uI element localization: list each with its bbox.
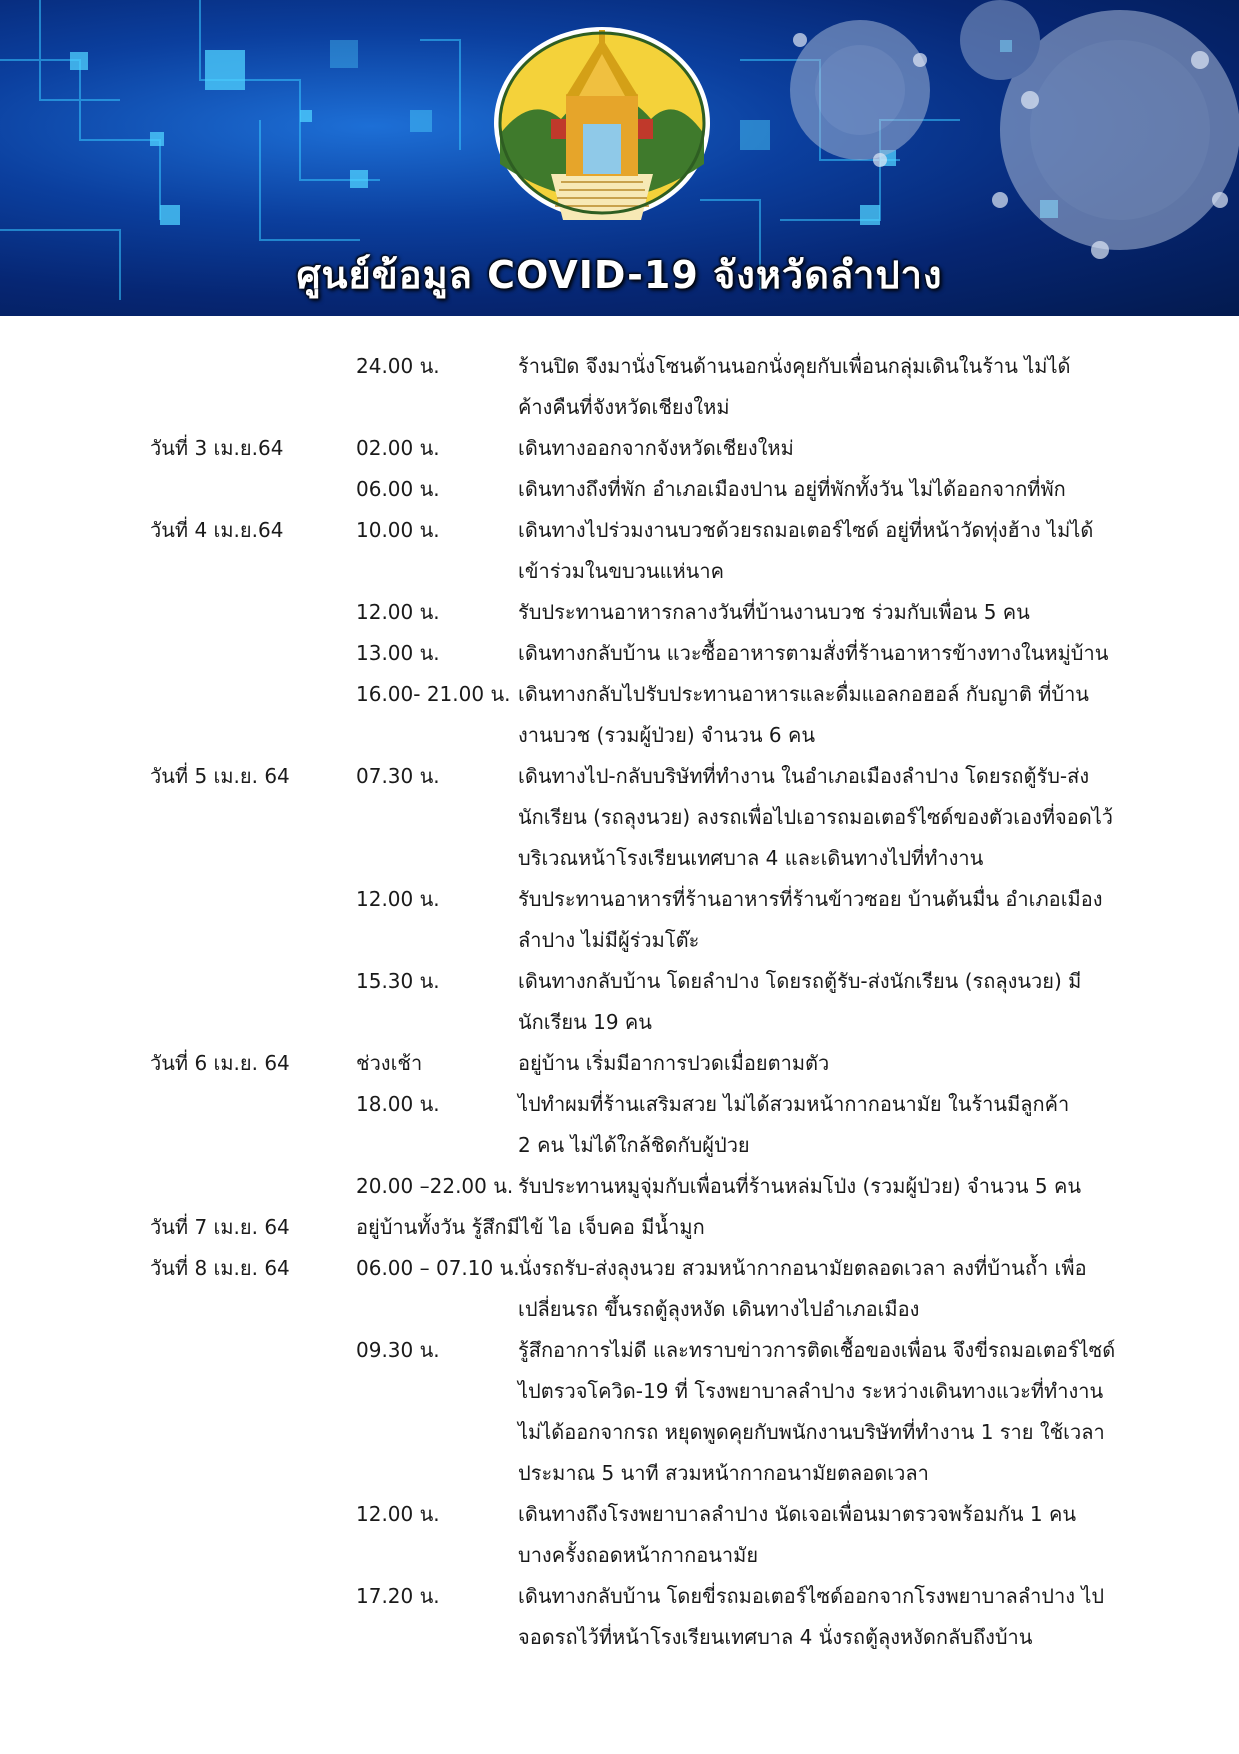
- entry-description-line: เดินทางกลับบ้าน โดยขี่รถมอเตอร์ไซด์ออกจากโรงพยาบาลลำปาง ไป: [518, 1584, 1105, 1608]
- timeline-row: [0, 715, 1239, 756]
- entry-description-line: ไปทำผมที่ร้านเสริมสวย ไม่ได้สวมหน้ากากอนามัย ในร้านมีลูกค้า: [518, 1092, 1070, 1116]
- timeline-row: [0, 1371, 1239, 1412]
- timeline-row: [0, 469, 1239, 510]
- entry-description-line: ไปตรวจโควิด-19 ที่ โรงพยาบาลลำปาง ระหว่างเดินทางแวะที่ทำงาน: [518, 1379, 1104, 1403]
- timeline-row: [0, 387, 1239, 428]
- timeline-row: [0, 1535, 1239, 1576]
- entry-time: 12.00 น.: [356, 887, 440, 911]
- entry-time: 06.00 – 07.10 น.: [356, 1256, 520, 1280]
- entry-time: ช่วงเช้า: [356, 1051, 423, 1075]
- entry-date: วันที่ 3 เม.ย.64: [150, 436, 284, 460]
- timeline-row: [0, 551, 1239, 592]
- timeline-row: [0, 879, 1239, 920]
- entry-description-line: บางครั้งถอดหน้ากากอนามัย: [518, 1543, 759, 1567]
- entry-time: 20.00 –22.00 น.: [356, 1174, 514, 1198]
- timeline-row: [0, 1248, 1239, 1289]
- entry-time: 17.20 น.: [356, 1584, 440, 1608]
- entry-time: 02.00 น.: [356, 436, 440, 460]
- entry-description-line: งานบวช (รวมผู้ป่วย) จำนวน 6 คน: [518, 723, 816, 747]
- timeline-row: [0, 346, 1239, 387]
- timeline-row: [0, 1330, 1239, 1371]
- entry-description-line: ประมาณ 5 นาที สวมหน้ากากอนามัยตลอดเวลา: [518, 1461, 929, 1485]
- timeline-row: [0, 920, 1239, 961]
- timeline-row: [0, 1084, 1239, 1125]
- entry-description-line: รับประทานหมูจุ่มกับเพื่อนที่ร้านหล่มโป่ง (รวมผู้ป่วย) จำนวน 5 คน: [518, 1174, 1081, 1198]
- timeline-row: [0, 756, 1239, 797]
- entry-date: วันที่ 7 เม.ย. 64: [150, 1215, 290, 1239]
- entry-description-line: เดินทางไป-กลับบริษัทที่ทำงาน ในอำเภอเมืองลำปาง โดยรถตู้รับ-ส่ง: [518, 764, 1090, 788]
- entry-time: 07.30 น.: [356, 764, 440, 788]
- entry-description-line: เดินทางกลับบ้าน แวะซื้ออาหารตามสั่งที่ร้านอาหารข้างทางในหมู่บ้าน: [518, 641, 1109, 665]
- entry-description-line: ไม่ได้ออกจากรถ หยุดพูดคุยกับพนักงานบริษัทที่ทำงาน 1 ราย ใช้เวลา: [518, 1420, 1105, 1444]
- entry-time: 10.00 น.: [356, 518, 440, 542]
- timeline-row: [0, 510, 1239, 551]
- timeline-row: [0, 1494, 1239, 1535]
- timeline-row: [0, 797, 1239, 838]
- entry-description-line: นักเรียน 19 คน: [518, 1010, 652, 1034]
- timeline-row: [0, 961, 1239, 1002]
- entry-description-line: 2 คน ไม่ได้ใกล้ชิดกับผู้ป่วย: [518, 1133, 750, 1157]
- header-banner: [0, 0, 1239, 316]
- entry-description-line: อยู่บ้านทั้งวัน รู้สึกมีไข้ ไอ เจ็บคอ มีน้ำมูก: [356, 1215, 705, 1239]
- timeline-row: [0, 838, 1239, 879]
- timeline-row: [0, 633, 1239, 674]
- timeline-row: [0, 674, 1239, 715]
- lampang-province-seal-icon: [491, 24, 713, 222]
- entry-time: 12.00 น.: [356, 600, 440, 624]
- entry-description-line: เดินทางกลับไปรับประทานอาหารและดื่มแอลกอฮอล์ กับญาติ ที่บ้าน: [518, 682, 1089, 706]
- entry-description-line: รู้สึกอาการไม่ดี และทราบข่าวการติดเชื้อของเพื่อน จึงขี่รถมอเตอร์ไซด์: [518, 1338, 1116, 1362]
- entry-date: วันที่ 8 เม.ย. 64: [150, 1256, 290, 1280]
- entry-time: 13.00 น.: [356, 641, 440, 665]
- entry-description-line: ร้านปิด จึงมานั่งโซนด้านนอกนั่งคุยกับเพื่อนกลุ่มเดินในร้าน ไม่ได้: [518, 354, 1071, 378]
- entry-time: 12.00 น.: [356, 1502, 440, 1526]
- timeline-row: [0, 1207, 1239, 1248]
- timeline-row: [0, 1453, 1239, 1494]
- entry-description-line: บริเวณหน้าโรงเรียนเทศบาล 4 และเดินทางไปที่ทำงาน: [518, 846, 984, 870]
- entry-time: 06.00 น.: [356, 477, 440, 501]
- timeline-row: [0, 1412, 1239, 1453]
- entry-time: 24.00 น.: [356, 354, 440, 378]
- banner-title: ศูนย์ข้อมูล COVID-19 จังหวัดลำปาง: [296, 253, 943, 297]
- timeline-row: [0, 592, 1239, 633]
- timeline-row: [0, 428, 1239, 469]
- timeline-row: [0, 1289, 1239, 1330]
- timeline-row: [0, 1576, 1239, 1617]
- entry-description-line: เดินทางถึงโรงพยาบาลลำปาง นัดเจอเพื่อนมาตรวจพร้อมกัน 1 คน: [518, 1502, 1077, 1526]
- entry-date: วันที่ 6 เม.ย. 64: [150, 1051, 290, 1075]
- entry-description-line: รับประทานอาหารที่ร้านอาหารที่ร้านข้าวซอย บ้านต้นมื่น อำเภอเมือง: [518, 887, 1103, 911]
- entry-description-line: เปลี่ยนรถ ขึ้นรถตู้ลุงหงัด เดินทางไปอำเภอเมือง: [518, 1297, 920, 1321]
- entry-time: 16.00- 21.00 น.: [356, 682, 511, 706]
- entry-description-line: เดินทางไปร่วมงานบวชด้วยรถมอเตอร์ไซด์ อยู่ที่หน้าวัดทุ่งฮ้าง ไม่ได้: [518, 518, 1094, 542]
- entry-description-line: ค้างคืนที่จังหวัดเชียงใหม่: [518, 395, 730, 419]
- entry-description-line: รับประทานอาหารกลางวันที่บ้านงานบวช ร่วมกับเพื่อน 5 คน: [518, 600, 1030, 624]
- entry-date: วันที่ 5 เม.ย. 64: [150, 764, 290, 788]
- entry-description-line: เดินทางออกจากจังหวัดเชียงใหม่: [518, 436, 794, 460]
- entry-description-line: อยู่บ้าน เริ่มมีอาการปวดเมื่อยตามตัว: [518, 1051, 830, 1075]
- entry-time: 15.30 น.: [356, 969, 440, 993]
- entry-time: 18.00 น.: [356, 1092, 440, 1116]
- entry-description-line: เดินทางถึงที่พัก อำเภอเมืองปาน อยู่ที่พักทั้งวัน ไม่ได้ออกจากที่พัก: [518, 477, 1066, 501]
- timeline-row: [0, 1166, 1239, 1207]
- timeline: [0, 346, 1239, 1658]
- entry-description-line: ลำปาง ไม่มีผู้ร่วมโต๊ะ: [518, 928, 700, 952]
- entry-date: วันที่ 4 เม.ย.64: [150, 518, 284, 542]
- entry-description-line: นั่งรถรับ-ส่งลุงนวย สวมหน้ากากอนามัยตลอดเวลา ลงที่บ้านถ้ำ เพื่อ: [518, 1256, 1087, 1280]
- timeline-row: [0, 1617, 1239, 1658]
- entry-description-line: เข้าร่วมในขบวนแห่นาค: [518, 559, 724, 583]
- timeline-row: [0, 1002, 1239, 1043]
- entry-description-line: เดินทางกลับบ้าน โดยลำปาง โดยรถตู้รับ-ส่งนักเรียน (รถลุงนวย) มี: [518, 969, 1082, 993]
- entry-description-line: นักเรียน (รถลุงนวย) ลงรถเพื่อไปเอารถมอเตอร์ไซด์ของตัวเองที่จอดไว้: [518, 805, 1114, 829]
- timeline-row: [0, 1043, 1239, 1084]
- entry-description-line: จอดรถไว้ที่หน้าโรงเรียนเทศบาล 4 นั่งรถตู้ลุงหงัดกลับถึงบ้าน: [518, 1625, 1033, 1649]
- timeline-row: [0, 1125, 1239, 1166]
- entry-time: 09.30 น.: [356, 1338, 440, 1362]
